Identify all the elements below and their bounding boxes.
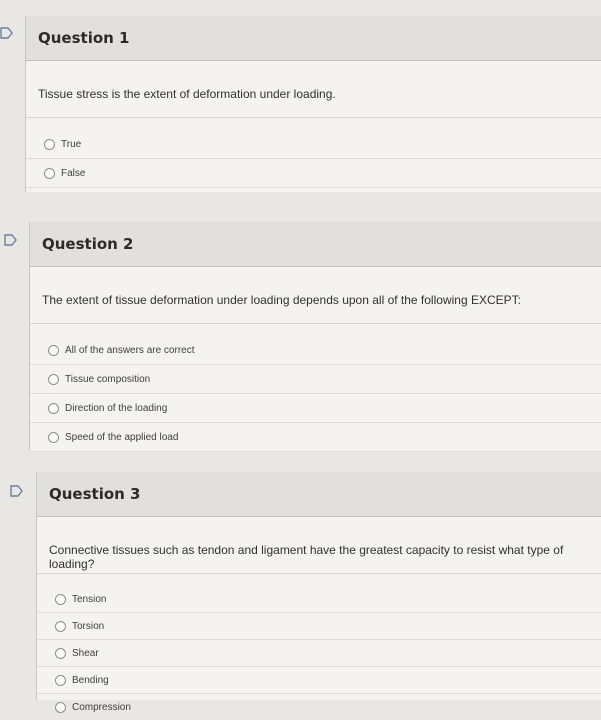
radio-button-icon[interactable] [48,432,59,443]
question-1 [25,16,601,192]
answer-option-compression[interactable] [37,694,601,720]
answer-label: Compression [72,701,131,713]
flag-icon[interactable] [0,26,14,40]
answer-label: Direction of the loading [65,402,168,414]
answer-option-direction[interactable] [30,394,601,423]
answer-label: True [61,138,82,150]
answer-label: Torsion [72,620,105,632]
answer-option-all-correct[interactable] [30,336,601,365]
radio-button-icon[interactable] [55,648,66,659]
answer-label: Bending [72,674,109,686]
flag-icon[interactable] [4,233,18,247]
radio-button-icon[interactable] [55,702,66,713]
answer-option-shear[interactable] [37,640,601,667]
radio-button-icon[interactable] [44,139,55,150]
answer-option-true[interactable] [26,130,601,159]
question-text: The extent of tissue deformation under loading depends upon all of the following EXCEPT: [30,267,601,324]
question-text: Connective tissues such as tendon and ligament have the greatest capacity to resist what type of loading? [37,517,601,574]
radio-button-icon[interactable] [55,621,66,632]
question-text: Tissue stress is the extent of deformation under loading. [26,61,601,118]
answer-option-tissue-composition[interactable] [30,365,601,394]
answer-label: Tissue composition [65,373,151,385]
answer-label: Shear [72,647,99,659]
question-title: Question 1 [26,16,601,61]
answer-option-bending[interactable] [37,667,601,694]
question-title: Question 2 [30,222,601,267]
answer-label: Tension [72,593,107,605]
flag-icon[interactable] [10,484,24,498]
question-3 [36,472,601,713]
answer-label: All of the answers are correct [65,344,195,356]
answer-list [30,336,601,452]
radio-button-icon[interactable] [55,675,66,686]
answer-list [26,130,601,188]
answer-option-speed[interactable] [30,423,601,452]
answer-option-tension[interactable] [37,586,601,613]
question-title: Question 3 [37,472,601,517]
radio-button-icon[interactable] [55,594,66,605]
radio-button-icon[interactable] [48,403,59,414]
question-2 [29,222,601,451]
answer-option-torsion[interactable] [37,613,601,640]
answer-label: False [61,167,86,179]
radio-button-icon[interactable] [48,374,59,385]
answer-label: Speed of the applied load [65,431,179,443]
radio-button-icon[interactable] [44,168,55,179]
answer-option-false[interactable] [26,159,601,188]
radio-button-icon[interactable] [48,345,59,356]
